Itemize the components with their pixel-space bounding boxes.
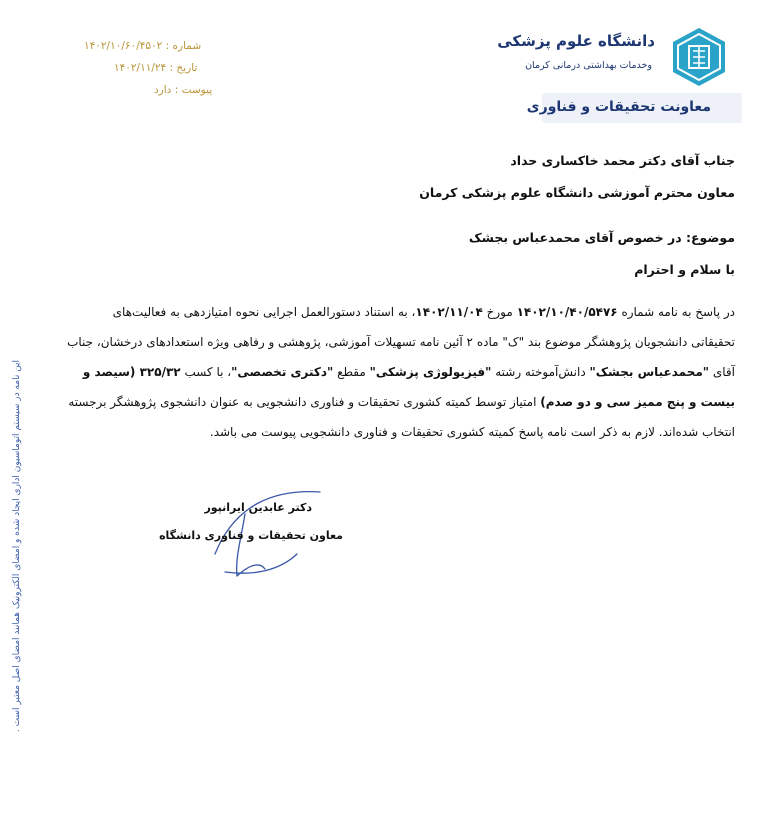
signatory-title: معاون تحقیقات و فناوری دانشگاه (159, 529, 343, 542)
body-line-5: انتخاب شده‌اند. لازم به ذکر است نامه پاسخ کمیته کشوری تحقیقات و فناوری دانشجویی پیوست می باشد. (209, 425, 735, 439)
letter-attachment (154, 84, 212, 96)
side-validity-note: این نامه در سیستم اتوماسیون اداری ایجاد شده و امضای الکترونیک همانند امضای اصل معتبر است . (12, 359, 22, 732)
university-logo-icon (671, 27, 727, 87)
body-line-4: بیست و پنج ممیز سی و دو صدم) امتیاز توسط کمیته کشوری تحقیقات و فناوری دانشجویی به عنوان دانشجوی پژوهشگر برجسته (68, 395, 735, 409)
letter-number-value: ۱۴۰۲/۱۰/۶۰/۴۵۰۲ (84, 40, 163, 52)
body-line-1: در پاسخ به نامه شماره ۱۴۰۲/۱۰/۴۰/۵۴۷۶ مورخ ۱۴۰۲/۱۱/۰۴، به استناد دستورالعمل اجرایی نحوه امتیازدهی به فعالیت‌های (112, 305, 735, 319)
letter-body (67, 297, 735, 447)
letter-attachment-label: پیوست : (174, 84, 213, 96)
signatory-name: دکتر عابدین ایرانپور (204, 501, 312, 514)
body-line-2: تحقیقاتی دانشجویان پژوهشگر موضوع بند "ک" ماده ۲ آئین نامه تسهیلات آموزشی، پژوهشی و رفاهی ویژه استعدادهای درخشان، جناب (67, 335, 735, 349)
recipient-title: معاون محترم آموزشی دانشگاه علوم پزشکی کرمان (419, 185, 735, 200)
letter-attachment-value: دارد (154, 84, 172, 96)
letter-number (84, 40, 201, 52)
letter-number-label: شماره : (165, 40, 202, 52)
greeting: با سلام و احترام (634, 262, 735, 277)
letter-date-value: ۱۴۰۲/۱۱/۲۴ (114, 62, 167, 74)
letter-date (114, 62, 197, 74)
recipient-name: جناب آقای دکتر محمد خاکساری حداد (510, 153, 735, 168)
body-line-3: آقای "محمدعباس بجشک" دانش‌آموخته رشته "فیزیولوژی پزشکی" مقطع "دکتری تخصصی"، با کسب ۳۲۵/۳۲ (سیصد و (82, 365, 735, 379)
university-name: دانشگاه علوم پزشکی (497, 32, 655, 50)
letter-subject: موضوع: در خصوص آقای محمدعباس بجشک (468, 230, 735, 245)
department-name: معاونت تحقیقات و فناوری (526, 99, 711, 115)
letter-date-label: تاریخ : (169, 62, 198, 74)
university-subtitle: وخدمات بهداشتی درمانی کرمان (525, 60, 652, 71)
